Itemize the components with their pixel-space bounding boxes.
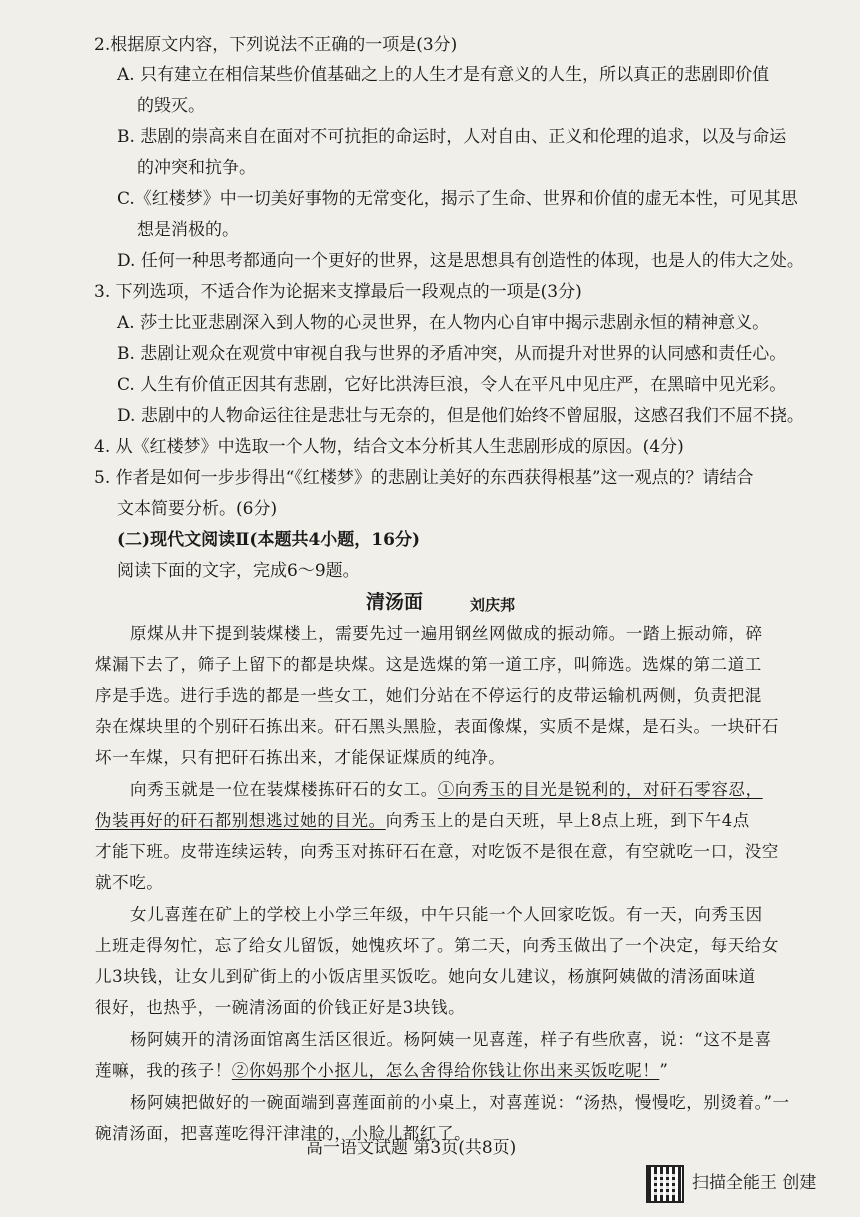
p4-line-2 (95, 1060, 668, 1082)
p1-line-3: 序是手选。进行手选的都是一些女工，她们分站在不停运行的皮带运输机两侧，负责把混 (95, 686, 762, 705)
p3-line-3: 儿3块钱，让女儿到矿街上的小饭店里买饭吃。她向女儿建议，杨旗阿姨做的清汤面味道 (95, 967, 756, 986)
story-title: 清汤面 (366, 591, 424, 613)
p4-plain-text: 莲嘛，我的孩子！ (95, 1061, 232, 1080)
p1-line-5: 坏一车煤，只有把矸石拣出来，才能保证煤质的纯净。 (95, 748, 506, 767)
q3-option-b: B. 悲剧让观众在观赏中审视自我与世界的矛盾冲突，从而提升对世界的认同感和责任心。 (117, 344, 787, 364)
p3-line-1: 女儿喜莲在矿上的学校上小学三年级，中午只能一个人回家吃饭。有一天，向秀玉因 (130, 905, 763, 924)
q2-option-c: C.《红楼梦》中一切美好事物的无常变化，揭示了生命、世界和价值的虚无本性，可见其思 (117, 189, 798, 209)
p5-line-1: 杨阿姨把做好的一碗面端到喜莲面前的小桌上，对喜莲说：“汤热，慢慢吃，别烫着。”一 (130, 1093, 790, 1112)
q3-option-d: D. 悲剧中的人物命运往往是悲壮与无奈的，但是他们始终不曾屈服，这感召我们不屈不挠。 (117, 406, 804, 426)
p2-line-4: 就不吃。 (95, 873, 164, 892)
q2-option-b: B. 悲剧的崇高来自在面对不可抗拒的命运时，人对自由、正义和伦理的追求，以及与命运 (117, 127, 787, 147)
q2-option-a-cont: 的毁灭。 (137, 96, 205, 116)
q2-option-d: D. 任何一种思考都通向一个更好的世界，这是思想具有创造性的体现，也是人的伟大之处。 (117, 251, 804, 271)
story-author: 刘庆邦 (470, 596, 516, 614)
p1-line-4: 杂在煤块里的个别矸石拣出来。矸石黑头黑脸，表面像煤，实质不是煤，是石头。一块矸石 (95, 717, 779, 736)
p4-quote-close: ” (659, 1061, 669, 1080)
p5-line-2: 碗清汤面，把喜莲吃得汗津津的，小脸儿都红了。 (95, 1124, 472, 1143)
scanner-watermark: 扫描全能王 创建 (692, 1173, 817, 1193)
q2-option-a: A. 只有建立在相信某些价值基础之上的人生才是有意义的人生，所以真正的悲剧即价值 (117, 65, 770, 85)
q5-stem: 5. 作者是如何一步步得出“《红楼梦》的悲剧让美好的东西获得根基”这一观点的？请结合 (94, 468, 754, 488)
q5-stem-cont: 文本简要分析。(6分) (117, 499, 278, 519)
p3-line-2: 上班走得匆忙，忘了给女儿留饭，她愧疚坏了。第二天，向秀玉做出了一个决定，每天给女 (95, 936, 779, 955)
p2-line-2 (95, 810, 750, 832)
section-heading: (二)现代文阅读Ⅱ(本题共4小题，16分) (117, 530, 420, 550)
p3-line-4: 很好，也热乎，一碗清汤面的价钱正好是3块钱。 (95, 998, 466, 1017)
underlined-sentence-2: ②你妈那个小抠儿，怎么舍得给你钱让你出来买饭吃呢！ (231, 1061, 660, 1080)
p1-line-1: 原煤从井下提到装煤楼上，需要先过一遍用钢丝网做成的振动筛。一踏上振动筛，碎 (130, 624, 763, 643)
q4-stem: 4. 从《红楼梦》中选取一个人物，结合文本分析其人生悲剧形成的原因。(4分) (94, 437, 684, 457)
p2-line-1 (130, 779, 763, 801)
p2-plain-text: 向秀玉就是一位在装煤楼拣矸石的女工。 (130, 780, 438, 799)
q2-option-c-cont: 想是消极的。 (137, 220, 239, 240)
p2-plain-text-2: 向秀玉上的是白天班，早上8点上班，到下午4点 (385, 811, 750, 830)
q3-stem: 3. 下列选项，不适合作为论据来支撑最后一段观点的一项是(3分) (94, 282, 582, 302)
q2-option-b-cont: 的冲突和抗争。 (137, 158, 256, 178)
qr-code-icon (646, 1165, 684, 1203)
q2-stem: 2.根据原文内容，下列说法不正确的一项是(3分) (94, 35, 458, 55)
p4-line-1: 杨阿姨开的清汤面馆离生活区很近。杨阿姨一见喜莲，样子有些欣喜，说：“这不是喜 (130, 1030, 772, 1049)
section-instruction: 阅读下面的文字，完成6～9题。 (117, 561, 360, 581)
p1-line-2: 煤漏下去了，筛子上留下的都是块煤。这是选煤的第一道工序，叫筛选。选煤的第二道工 (95, 655, 762, 674)
underlined-sentence-1: ①向秀玉的目光是锐利的，对矸石零容忍， (437, 780, 763, 799)
p2-line-3: 才能下班。皮带连续运转，向秀玉对拣矸石在意，对吃饭不是很在意，有空就吃一口，没空 (95, 842, 779, 861)
q3-option-c: C. 人生有价值正因其有悲剧，它好比洪涛巨浪，令人在平凡中见庄严，在黑暗中见光彩。 (117, 375, 787, 395)
underlined-sentence-1-cont: 伪装再好的矸石都别想逃过她的目光。 (95, 811, 386, 830)
page-footer: 高一语文试题 第3页(共8页) (306, 1138, 517, 1158)
q3-option-a: A. 莎士比亚悲剧深入到人物的心灵世界，在人物内心自审中揭示悲剧永恒的精神意义。 (117, 313, 770, 333)
